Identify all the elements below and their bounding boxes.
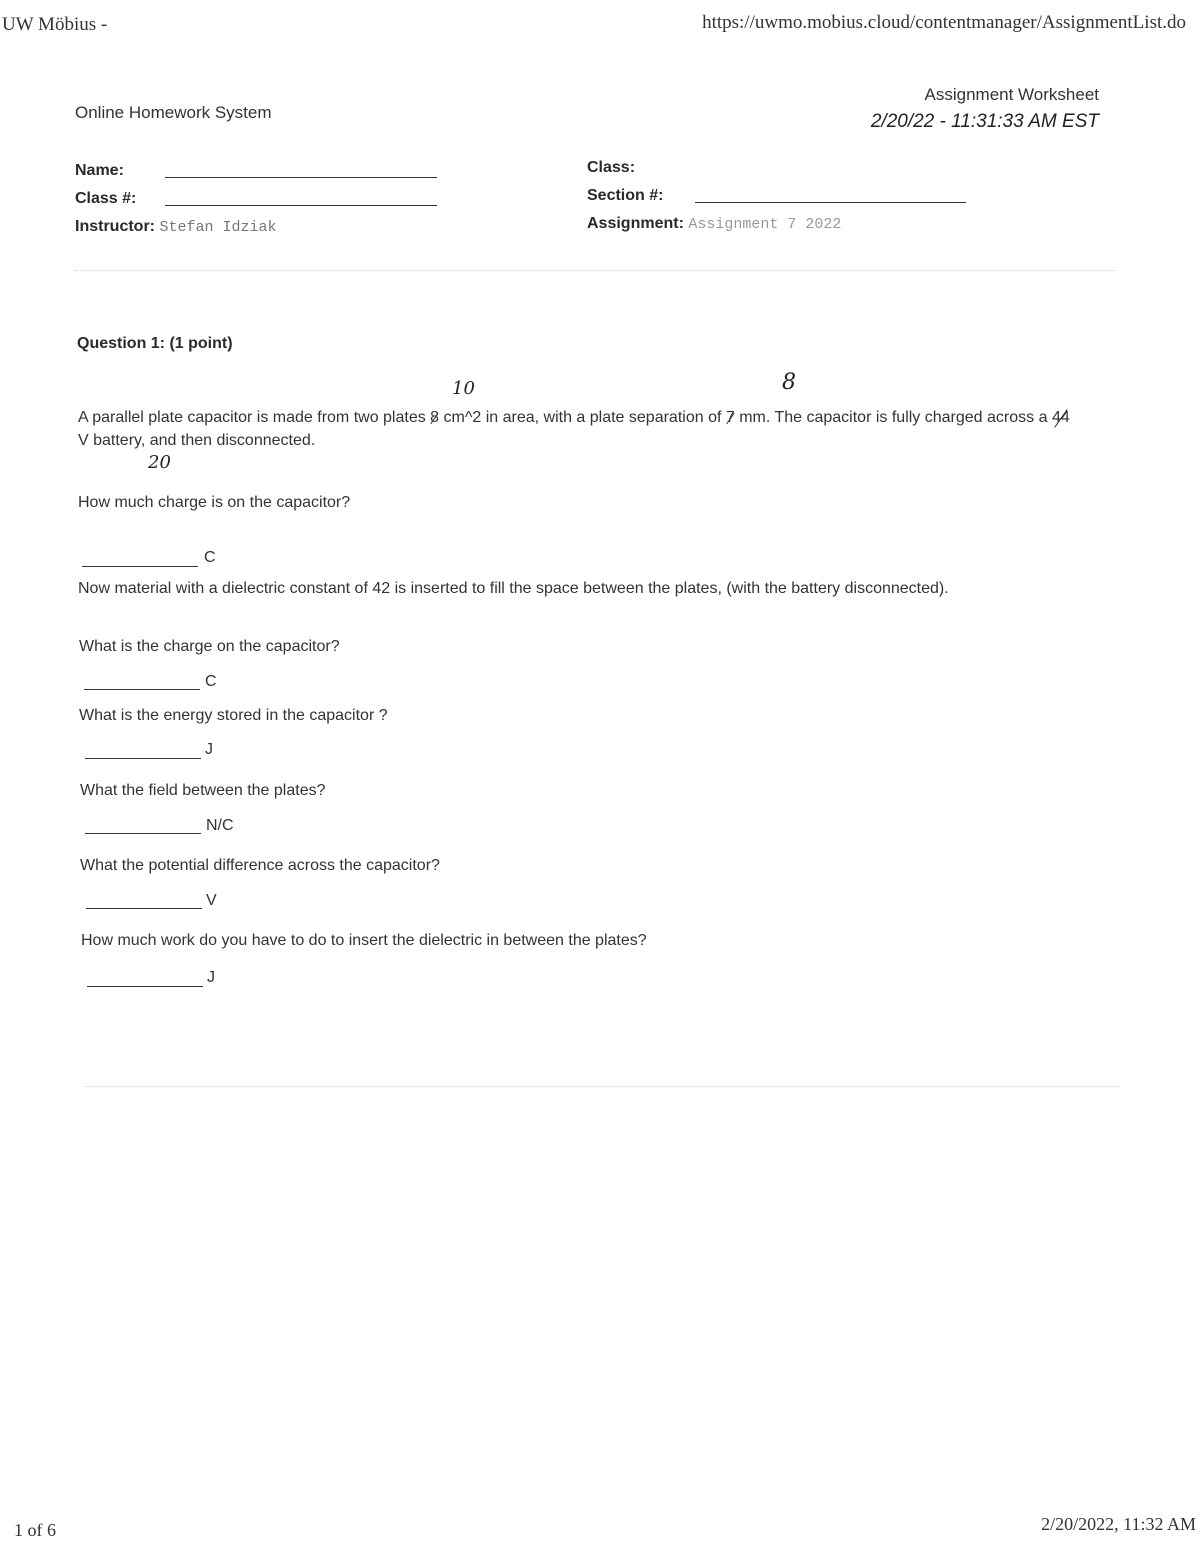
print-timestamp: 2/20/2022, 11:32 AM	[1041, 1514, 1196, 1534]
area-value: 8	[430, 406, 439, 429]
intro-text-2: cm^2 in area, with a plate separation of	[439, 409, 726, 426]
section-field[interactable]	[695, 202, 966, 203]
part-2-prompt: What is the charge on the capacitor?	[79, 638, 340, 655]
assignment-value: Assignment 7 2022	[688, 216, 842, 233]
dielectric-statement: Now material with a dielectric constant of 42 is inserted to fill the space between the plates, (with the battery disconnected).	[78, 580, 949, 597]
part-1-prompt: How much charge is on the capacitor?	[78, 494, 351, 511]
instructor-label: Instructor:	[75, 218, 155, 235]
class-number-label: Class #:	[75, 190, 137, 207]
handwritten-separation-correction: 8	[782, 370, 796, 395]
part-2-unit: C	[205, 673, 217, 690]
part-3-prompt: What is the energy stored in the capacitor ?	[79, 707, 388, 724]
instructor-value: Stefan Idziak	[159, 219, 277, 236]
print-page-url: https://uwmo.mobius.cloud/contentmanager/AssignmentList.do	[702, 12, 1186, 33]
part-4-answer-field[interactable]	[85, 833, 201, 834]
part-5-answer-field[interactable]	[86, 908, 202, 909]
intro-text-1: A parallel plate capacitor is made from two plates	[78, 409, 431, 426]
part-3-answer-field[interactable]	[85, 758, 201, 759]
name-label: Name:	[75, 162, 124, 179]
intro-text-3: mm. The capacitor is fully charged across a	[734, 409, 1052, 426]
part-5-unit: V	[206, 892, 217, 909]
worksheet-date: 2/20/22 - 11:31:33 AM EST	[870, 111, 1099, 132]
system-name: Online Homework System	[75, 103, 272, 122]
class-label: Class:	[587, 159, 636, 176]
question-heading: Question 1: (1 point)	[77, 335, 233, 352]
section-label: Section #:	[587, 187, 664, 204]
header-divider	[75, 270, 1115, 271]
part-3-unit: J	[205, 741, 213, 758]
page-number: 1 of 6	[14, 1520, 56, 1540]
part-4-unit: N/C	[206, 817, 234, 834]
footer-divider	[85, 1086, 1120, 1087]
worksheet-title: Assignment Worksheet	[924, 85, 1099, 104]
intro-text-4: V battery, and then disconnected.	[78, 432, 316, 449]
voltage-value: 44	[1052, 406, 1070, 429]
separation-value: 7	[726, 406, 735, 429]
part-6-answer-field[interactable]	[87, 986, 203, 987]
assignment-row	[587, 215, 841, 233]
instructor-row	[75, 218, 276, 236]
name-field[interactable]	[165, 177, 437, 178]
part-6-prompt: How much work do you have to do to insert the dielectric in between the plates?	[81, 932, 647, 949]
print-page-title: UW Möbius -	[2, 14, 108, 35]
question-intro	[78, 406, 1078, 452]
handwritten-area-correction: 10	[452, 378, 475, 399]
assignment-label: Assignment:	[587, 215, 684, 232]
part-1-unit: C	[204, 549, 216, 566]
part-4-prompt: What the field between the plates?	[80, 782, 326, 799]
handwritten-voltage-correction: 20	[148, 452, 171, 473]
part-5-prompt: What the potential difference across the capacitor?	[80, 857, 440, 874]
part-2-answer-field[interactable]	[84, 689, 200, 690]
part-1-answer-field[interactable]	[82, 566, 198, 567]
class-number-field[interactable]	[165, 205, 437, 206]
part-6-unit: J	[207, 969, 215, 986]
